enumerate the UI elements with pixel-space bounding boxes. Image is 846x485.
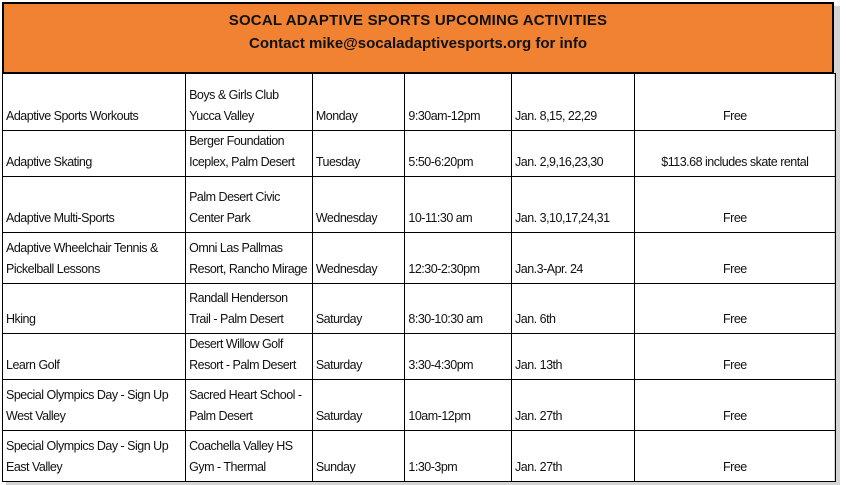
price-cell: Free bbox=[634, 284, 835, 334]
location-line: Desert Willow Golf bbox=[189, 337, 283, 351]
activity-cell bbox=[3, 380, 186, 431]
location-line: Yucca Valley bbox=[189, 109, 254, 123]
location-line: Palm Desert bbox=[189, 409, 253, 423]
dates-cell: Jan. 2,9,16,23,30 bbox=[512, 131, 635, 177]
location-line: Gym - Thermal bbox=[189, 460, 266, 474]
location-line: Sacred Heart School - bbox=[189, 388, 302, 402]
price-cell: Free bbox=[634, 74, 835, 131]
time-cell: 8:30-10:30 am bbox=[405, 284, 512, 334]
activity-cell bbox=[3, 334, 186, 380]
price-cell: $113.68 includes skate rental bbox=[634, 131, 835, 177]
title-banner bbox=[2, 2, 834, 74]
activity-line: Adaptive Skating bbox=[6, 155, 92, 169]
location-line: Boys & Girls Club bbox=[189, 88, 279, 102]
location-line: Omni Las Pallmas bbox=[189, 241, 283, 255]
table-row bbox=[3, 380, 836, 431]
day-cell: Wednesday bbox=[312, 177, 405, 233]
location-cell bbox=[186, 233, 313, 284]
activity-line: East Valley bbox=[6, 460, 63, 474]
activity-line: Learn Golf bbox=[6, 358, 60, 372]
time-cell: 5:50-6:20pm bbox=[405, 131, 512, 177]
day-cell: Saturday bbox=[312, 334, 405, 380]
location-line: Center Park bbox=[189, 211, 251, 225]
table-row bbox=[3, 131, 836, 177]
location-line: Coachella Valley HS bbox=[189, 439, 293, 453]
time-cell: 3:30-4:30pm bbox=[405, 334, 512, 380]
location-cell bbox=[186, 177, 313, 233]
price-cell: Free bbox=[634, 431, 835, 482]
location-cell bbox=[186, 131, 313, 177]
activity-line: Pickelball Lessons bbox=[6, 262, 100, 276]
table-row bbox=[3, 431, 836, 482]
table-row bbox=[3, 284, 836, 334]
dates-cell: Jan. 27th bbox=[512, 380, 635, 431]
activity-line: Special Olympics Day - Sign Up bbox=[6, 388, 169, 402]
activities-table bbox=[2, 73, 836, 482]
dates-cell: Jan.3-Apr. 24 bbox=[512, 233, 635, 284]
location-line: Palm Desert Civic bbox=[189, 190, 280, 204]
activity-cell bbox=[3, 284, 186, 334]
activity-cell bbox=[3, 74, 186, 131]
activity-cell bbox=[3, 177, 186, 233]
location-cell bbox=[186, 284, 313, 334]
time-cell: 9:30am-12pm bbox=[405, 74, 512, 131]
location-cell bbox=[186, 380, 313, 431]
activity-line: Adaptive Multi-Sports bbox=[6, 211, 115, 225]
location-cell bbox=[186, 431, 313, 482]
activity-line: Adaptive Wheelchair Tennis & bbox=[6, 241, 158, 255]
page-title: SOCAL ADAPTIVE SPORTS UPCOMING ACTIVITIES bbox=[228, 12, 608, 29]
day-cell: Sunday bbox=[312, 431, 405, 482]
location-line: Trail - Palm Desert bbox=[189, 312, 284, 326]
time-cell: 10-11:30 am bbox=[405, 177, 512, 233]
day-cell: Wednesday bbox=[312, 233, 405, 284]
day-cell: Saturday bbox=[312, 284, 405, 334]
activity-cell bbox=[3, 131, 186, 177]
dates-cell: Jan. 6th bbox=[512, 284, 635, 334]
time-cell: 10am-12pm bbox=[405, 380, 512, 431]
activity-cell bbox=[3, 431, 186, 482]
time-cell: 12:30-2:30pm bbox=[405, 233, 512, 284]
table-row bbox=[3, 74, 836, 131]
table-row bbox=[3, 177, 836, 233]
dates-cell: Jan. 27th bbox=[512, 431, 635, 482]
day-cell: Saturday bbox=[312, 380, 405, 431]
dates-cell: Jan. 13th bbox=[512, 334, 635, 380]
activity-line: Special Olympics Day - Sign Up bbox=[6, 439, 169, 453]
location-cell bbox=[186, 334, 313, 380]
activity-line: Adaptive Sports Workouts bbox=[6, 109, 139, 123]
activity-line: Hking bbox=[6, 312, 36, 326]
price-cell: Free bbox=[634, 334, 835, 380]
location-line: Randall Henderson bbox=[189, 291, 288, 305]
location-cell bbox=[186, 74, 313, 131]
price-cell: Free bbox=[634, 177, 835, 233]
day-cell: Monday bbox=[312, 74, 405, 131]
location-line: Berger Foundation bbox=[189, 134, 285, 148]
dates-cell: Jan. 3,10,17,24,31 bbox=[512, 177, 635, 233]
location-line: Iceplex, Palm Desert bbox=[189, 155, 295, 169]
price-cell: Free bbox=[634, 380, 835, 431]
activity-line: West Valley bbox=[6, 409, 66, 423]
price-cell: Free bbox=[634, 233, 835, 284]
location-line: Resort - Palm Desert bbox=[189, 358, 296, 372]
contact-line: Contact mike@socaladaptivesports.org for info bbox=[248, 35, 588, 52]
day-cell: Tuesday bbox=[312, 131, 405, 177]
dates-cell: Jan. 8,15, 22,29 bbox=[512, 74, 635, 131]
table-row bbox=[3, 233, 836, 284]
activity-cell bbox=[3, 233, 186, 284]
location-line: Resort, Rancho Mirage bbox=[189, 262, 308, 276]
time-cell: 1:30-3pm bbox=[405, 431, 512, 482]
activities-table-body bbox=[3, 74, 836, 482]
table-row bbox=[3, 334, 836, 380]
